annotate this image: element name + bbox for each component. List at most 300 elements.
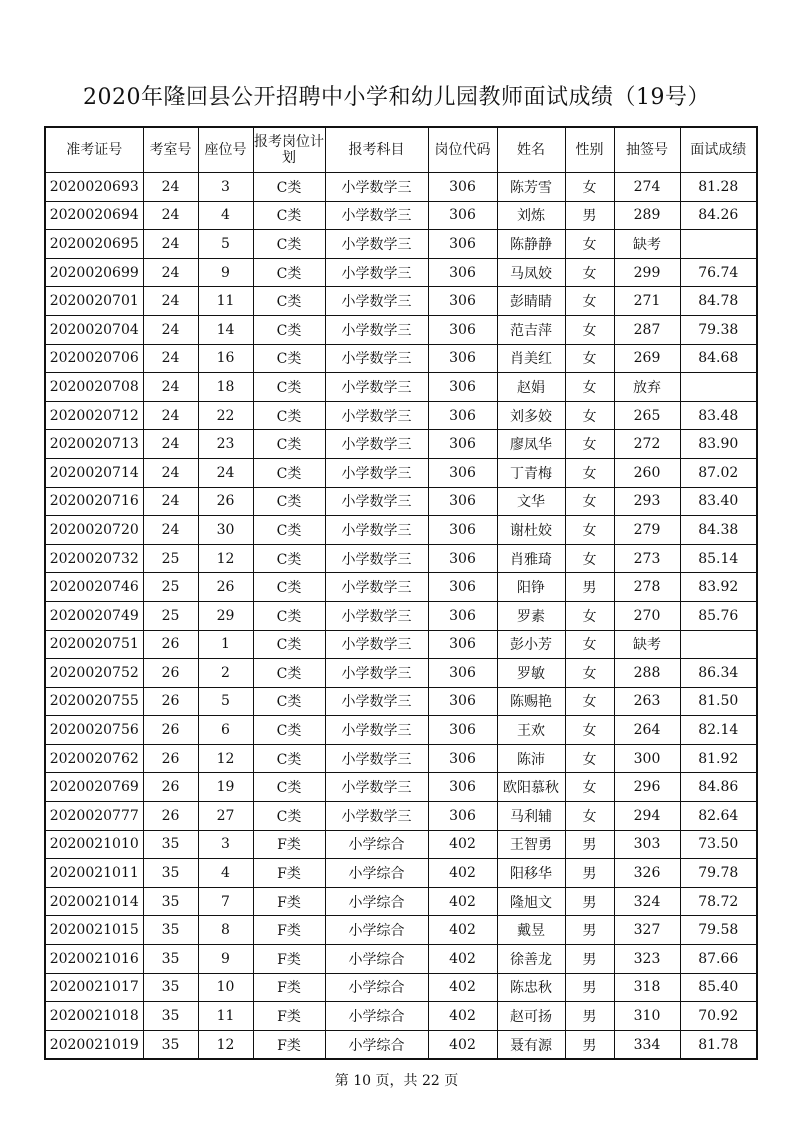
table-row [45,458,757,487]
table-body [45,173,757,1060]
table-cell: 小学综合 [325,830,428,859]
table-cell: 310 [614,1002,680,1031]
table-cell: 25 [143,544,198,573]
table-cell: 2020020706 [45,344,143,373]
table-cell: 83.92 [680,573,757,602]
table-cell: 24 [143,315,198,344]
table-cell: 306 [428,773,497,802]
table-cell: C类 [253,430,325,459]
table-cell: 306 [428,516,497,545]
table-cell: 女 [565,315,614,344]
table-cell: 彭小芳 [497,630,565,659]
table-cell: 271 [614,287,680,316]
column-header: 座位号 [198,127,253,173]
table-cell: 24 [143,516,198,545]
table-cell: 299 [614,258,680,287]
table-cell: 12 [198,744,253,773]
table-cell: C类 [253,173,325,202]
table-cell: 缺考 [614,230,680,259]
table-cell: 马凤姣 [497,258,565,287]
table-cell: 2020020712 [45,401,143,430]
table-cell: 王智勇 [497,830,565,859]
table-cell: 廖凤华 [497,430,565,459]
table-cell: F类 [253,830,325,859]
table-cell: 303 [614,830,680,859]
table-cell: 小学数学三 [325,230,428,259]
table-cell: 小学数学三 [325,573,428,602]
table-cell: 女 [565,173,614,202]
table-cell: 聂有源 [497,1030,565,1059]
table-cell: 263 [614,687,680,716]
table-cell: 306 [428,287,497,316]
table-cell: 26 [143,802,198,831]
table-cell: 女 [565,258,614,287]
table-cell: 刘多姣 [497,401,565,430]
table-cell: 79.78 [680,859,757,888]
table-cell: 70.92 [680,1002,757,1031]
table-row [45,344,757,373]
column-header: 报考科目 [325,127,428,173]
table-cell: 24 [143,487,198,516]
column-header: 性别 [565,127,614,173]
table-cell: 289 [614,201,680,230]
table-cell: 83.90 [680,430,757,459]
page-footer: 第 10 页，共 22 页 [334,1073,459,1089]
table-cell: 7 [198,887,253,916]
table-cell: 2020021014 [45,887,143,916]
table-cell: 女 [565,544,614,573]
table-cell: 文华 [497,487,565,516]
table-cell: 26 [143,630,198,659]
table-cell: 84.86 [680,773,757,802]
table-cell: 2020021016 [45,945,143,974]
table-cell: F类 [253,887,325,916]
table-cell: 279 [614,516,680,545]
table-cell: C类 [253,401,325,430]
table-row [45,716,757,745]
table-cell: C类 [253,601,325,630]
table-cell [680,230,757,259]
table-cell: F类 [253,859,325,888]
table-cell: 35 [143,859,198,888]
table-cell: 11 [198,1002,253,1031]
table-cell: 徐善龙 [497,945,565,974]
table-cell: 306 [428,744,497,773]
table-cell: 2020020762 [45,744,143,773]
table-cell: 278 [614,573,680,602]
table-cell: 小学数学三 [325,544,428,573]
column-header: 考室号 [143,127,198,173]
table-cell: 小学数学三 [325,716,428,745]
table-cell: 12 [198,1030,253,1059]
table-cell: 26 [143,773,198,802]
table-cell: 小学数学三 [325,401,428,430]
table-cell: 24 [143,401,198,430]
table-cell: 306 [428,201,497,230]
table-cell: 306 [428,258,497,287]
table-cell: F类 [253,1002,325,1031]
table-row [45,859,757,888]
table-cell: 24 [198,458,253,487]
results-table [44,126,758,1060]
table-cell: 女 [565,687,614,716]
table-cell: 刘炼 [497,201,565,230]
table-cell: 260 [614,458,680,487]
table-cell: 赵娟 [497,373,565,402]
table-cell: F类 [253,945,325,974]
table-cell: 女 [565,373,614,402]
page-title: 2020年隆回县公开招聘中小学和幼儿园教师面试成绩（19号） [83,85,710,110]
table-cell: 戴昱 [497,916,565,945]
table-cell: C类 [253,744,325,773]
table-cell: 范吉萍 [497,315,565,344]
table-cell: 24 [143,430,198,459]
table-cell: 35 [143,887,198,916]
table-cell: 24 [143,344,198,373]
table-cell: 2020020716 [45,487,143,516]
table-cell: 2020020756 [45,716,143,745]
table-cell: 2020020714 [45,458,143,487]
table-cell: 35 [143,1030,198,1059]
table-row [45,744,757,773]
table-cell: 女 [565,516,614,545]
table-cell: 女 [565,430,614,459]
table-cell: 402 [428,945,497,974]
table-cell: 79.58 [680,916,757,945]
table-cell: 女 [565,716,614,745]
table-cell: F类 [253,1030,325,1059]
table-cell: 85.40 [680,973,757,1002]
table-cell: 阳移华 [497,859,565,888]
table-cell: C类 [253,687,325,716]
table-cell: 罗敏 [497,659,565,688]
table-row [45,373,757,402]
table-cell: 306 [428,230,497,259]
table-row [45,630,757,659]
column-header: 准考证号 [45,127,143,173]
table-cell: 24 [143,287,198,316]
table-cell: 5 [198,687,253,716]
table-cell: 男 [565,973,614,1002]
table-cell: F类 [253,973,325,1002]
table-row [45,802,757,831]
table-cell: 缺考 [614,630,680,659]
table-cell: 丁青梅 [497,458,565,487]
table-cell: 小学综合 [325,916,428,945]
column-header: 抽签号 [614,127,680,173]
table-cell: 2020020713 [45,430,143,459]
table-cell: 294 [614,802,680,831]
table-cell: 26 [198,487,253,516]
table-cell: 24 [143,230,198,259]
table-cell: 2020021015 [45,916,143,945]
table-cell: 彭睛睛 [497,287,565,316]
table-cell: 隆旭文 [497,887,565,916]
table-cell: 24 [143,173,198,202]
table-cell: 谢杜姣 [497,516,565,545]
table-cell: 306 [428,601,497,630]
table-cell: C类 [253,487,325,516]
table-cell: 30 [198,516,253,545]
table-row [45,830,757,859]
table-cell: 陈静静 [497,230,565,259]
table-cell: 12 [198,544,253,573]
table-cell: 24 [143,258,198,287]
table-cell: 306 [428,716,497,745]
table-cell: 83.48 [680,401,757,430]
table-cell: 女 [565,802,614,831]
column-header: 面试成绩 [680,127,757,173]
table-row [45,287,757,316]
table-cell: C类 [253,230,325,259]
table-cell: 2020020746 [45,573,143,602]
table-cell: 女 [565,287,614,316]
column-header: 报考岗位计划 [253,127,325,173]
table-cell: 323 [614,945,680,974]
table-row [45,573,757,602]
table-cell: C类 [253,802,325,831]
table-cell: 2020020755 [45,687,143,716]
table-cell: 小学数学三 [325,344,428,373]
table-row [45,916,757,945]
table-cell: 25 [143,573,198,602]
table-cell: 306 [428,659,497,688]
table-cell: 女 [565,401,614,430]
table-cell: 3 [198,830,253,859]
table-cell: 小学数学三 [325,659,428,688]
table-cell: 272 [614,430,680,459]
table-cell: 小学数学三 [325,287,428,316]
table-cell: 小学数学三 [325,315,428,344]
table-cell: C类 [253,516,325,545]
table-cell: 402 [428,916,497,945]
table-cell: 79.38 [680,315,757,344]
table-row [45,401,757,430]
table-cell: 402 [428,1030,497,1059]
table-cell [680,630,757,659]
table-cell: 4 [198,859,253,888]
table-cell: 肖美红 [497,344,565,373]
table-row [45,516,757,545]
table-cell: 306 [428,573,497,602]
table-row [45,487,757,516]
table-cell: 306 [428,401,497,430]
table-row [45,601,757,630]
table-row [45,258,757,287]
table-cell: 306 [428,458,497,487]
table-cell: 293 [614,487,680,516]
table-cell: 306 [428,430,497,459]
table-cell: 马利辅 [497,802,565,831]
table-cell: 2020020695 [45,230,143,259]
table-row [45,887,757,916]
table-cell: 265 [614,401,680,430]
table-cell: 334 [614,1030,680,1059]
table-cell: 小学数学三 [325,173,428,202]
table-cell: 270 [614,601,680,630]
table-cell: 陈忠秋 [497,973,565,1002]
table-cell: 放弃 [614,373,680,402]
table-cell: 2020020699 [45,258,143,287]
table-cell: 2020020720 [45,516,143,545]
table-cell: 35 [143,1002,198,1031]
table-cell: 男 [565,859,614,888]
table-cell: 327 [614,916,680,945]
table-cell: 296 [614,773,680,802]
table-cell: 2020020732 [45,544,143,573]
table-cell: 2020021018 [45,1002,143,1031]
table-cell: 男 [565,201,614,230]
table-cell: 小学数学三 [325,630,428,659]
table-row [45,544,757,573]
table-cell: 73.50 [680,830,757,859]
table-cell: 小学数学三 [325,201,428,230]
table-cell: 324 [614,887,680,916]
table-cell: 402 [428,830,497,859]
table-cell: 29 [198,601,253,630]
table-cell: 11 [198,287,253,316]
table-cell: 76.74 [680,258,757,287]
table-cell: 19 [198,773,253,802]
table-cell: 84.78 [680,287,757,316]
table-cell: C类 [253,716,325,745]
table-cell: 小学数学三 [325,802,428,831]
table-cell: C类 [253,287,325,316]
table-cell: 402 [428,973,497,1002]
column-header: 姓名 [497,127,565,173]
table-cell: 男 [565,945,614,974]
table-cell: 2 [198,659,253,688]
table-cell: 14 [198,315,253,344]
table-row [45,201,757,230]
table-cell: 87.02 [680,458,757,487]
table-cell: 男 [565,1030,614,1059]
table-cell: 82.64 [680,802,757,831]
table-cell: 18 [198,373,253,402]
table-cell: 306 [428,802,497,831]
table-cell: 2020021010 [45,830,143,859]
table-cell: 26 [143,659,198,688]
header-row [45,127,757,173]
table-cell: 87.66 [680,945,757,974]
table-cell: 女 [565,659,614,688]
table-cell: 小学数学三 [325,601,428,630]
table-cell: 小学综合 [325,859,428,888]
table-cell: 306 [428,544,497,573]
table-cell: 288 [614,659,680,688]
table-cell: 女 [565,344,614,373]
table-cell: 欧阳慕秋 [497,773,565,802]
table-cell: 阳铮 [497,573,565,602]
table-cell: 326 [614,859,680,888]
table-cell: 小学数学三 [325,687,428,716]
table-cell: C类 [253,544,325,573]
table-cell: 小学综合 [325,1002,428,1031]
table-cell: 81.92 [680,744,757,773]
table-cell: 男 [565,573,614,602]
table-row [45,773,757,802]
table-cell: 男 [565,830,614,859]
table-cell: 2020020752 [45,659,143,688]
table-cell: 小学数学三 [325,744,428,773]
table-cell: C类 [253,630,325,659]
table-cell: 16 [198,344,253,373]
table-cell: 男 [565,1002,614,1031]
table-cell: 陈芳雪 [497,173,565,202]
table-cell: 81.78 [680,1030,757,1059]
table-cell: 小学综合 [325,887,428,916]
table-cell: 269 [614,344,680,373]
table-row [45,430,757,459]
table-cell: 402 [428,859,497,888]
table-cell: C类 [253,659,325,688]
table-cell: 小学综合 [325,945,428,974]
table-cell: 2020020701 [45,287,143,316]
table-cell: 86.34 [680,659,757,688]
table-cell: C类 [253,573,325,602]
table-row [45,945,757,974]
table-cell: F类 [253,916,325,945]
table-row [45,687,757,716]
table-row [45,173,757,202]
table-row [45,230,757,259]
table-cell: 小学综合 [325,1030,428,1059]
table-cell: 306 [428,373,497,402]
table-cell: C类 [253,201,325,230]
table-cell: 9 [198,945,253,974]
table-cell: 赵可扬 [497,1002,565,1031]
table-cell: 2020020749 [45,601,143,630]
table-cell: C类 [253,315,325,344]
table-cell: 84.26 [680,201,757,230]
table-cell: 8 [198,916,253,945]
table-cell: 女 [565,487,614,516]
table-cell: 2020020769 [45,773,143,802]
table-cell: 264 [614,716,680,745]
table-cell: 26 [198,573,253,602]
table-cell: 小学数学三 [325,430,428,459]
table-cell: 402 [428,887,497,916]
table-cell: 2020020704 [45,315,143,344]
table-cell: 84.38 [680,516,757,545]
table-cell: 81.50 [680,687,757,716]
table-cell: 4 [198,201,253,230]
table-cell: 85.76 [680,601,757,630]
table-cell: 1 [198,630,253,659]
table-cell: 35 [143,830,198,859]
table-cell: 陈赐艳 [497,687,565,716]
table-cell: 27 [198,802,253,831]
table-cell: 26 [143,744,198,773]
table-cell: C类 [253,344,325,373]
table-cell: C类 [253,773,325,802]
table-cell: 女 [565,601,614,630]
table-cell: 小学综合 [325,973,428,1002]
table-cell: C类 [253,373,325,402]
table-cell: 85.14 [680,544,757,573]
table-cell: 306 [428,487,497,516]
table-cell: 306 [428,315,497,344]
table-cell: 2020021011 [45,859,143,888]
table-cell: 300 [614,744,680,773]
table-cell: 24 [143,373,198,402]
table-row [45,1030,757,1059]
table-cell: 23 [198,430,253,459]
table-cell: 6 [198,716,253,745]
column-header: 岗位代码 [428,127,497,173]
table-cell [680,373,757,402]
table-cell: 318 [614,973,680,1002]
